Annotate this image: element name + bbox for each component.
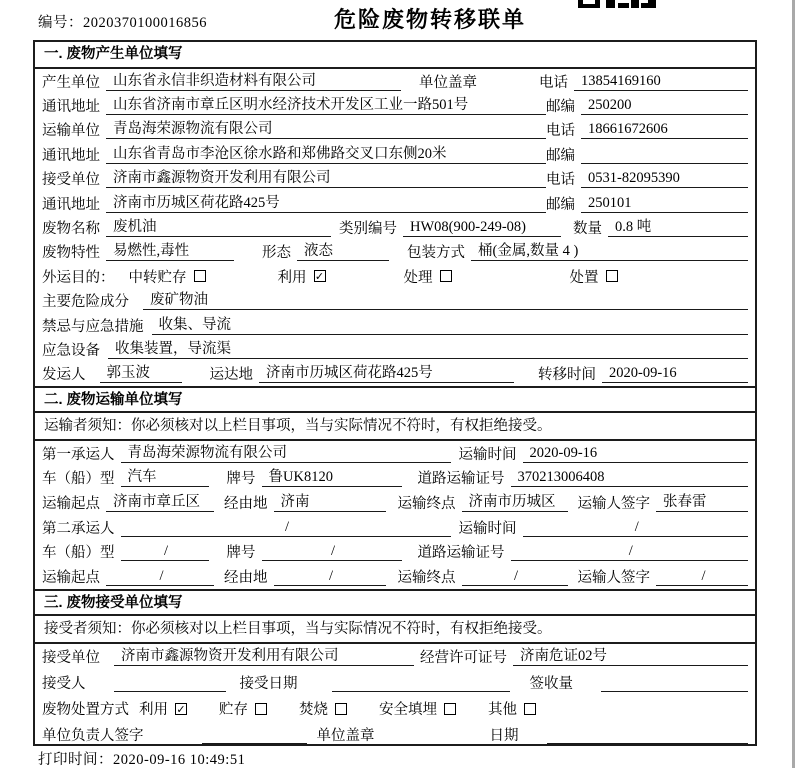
field-label: 牌号 — [226, 471, 256, 488]
form-row — [35, 337, 755, 361]
field-label: 道路运输证号 — [417, 471, 505, 488]
field-value: 250101 — [581, 194, 748, 213]
static-text: 单位盖章 — [419, 74, 477, 91]
field-value: 收集装置，导流渠 — [108, 340, 748, 359]
checkbox-item — [404, 266, 452, 287]
field-value: 250200 — [581, 96, 748, 115]
form-row — [35, 167, 755, 191]
checkbox-item — [299, 698, 347, 719]
form-row — [35, 696, 755, 722]
field-label: 电话 — [546, 123, 575, 140]
field-value — [332, 673, 510, 692]
print-time-value: 2020-09-16 10:49:51 — [113, 752, 246, 768]
form-row — [35, 191, 755, 215]
doc-number-value: 2020370100016856 — [83, 15, 207, 31]
section-header: 二. 废物运输单位填写 — [35, 386, 755, 413]
field-label: 单位负责人签字 — [42, 728, 144, 745]
form-section — [35, 386, 755, 589]
field-value: / — [462, 567, 568, 586]
field-value: / — [523, 518, 749, 537]
field-label: 废物特性 — [42, 245, 100, 262]
field-value: 2020-09-16 — [602, 364, 748, 383]
checkbox-item — [219, 698, 267, 719]
field-value: 2020-09-16 — [523, 444, 749, 463]
field-value: 废机油 — [106, 218, 331, 237]
field-label: 运输起点 — [42, 569, 100, 586]
field-label: 数量 — [573, 221, 602, 238]
field-value: 收集、导流 — [152, 316, 749, 335]
checkbox-label: 利用 — [277, 269, 307, 286]
field-label: 形态 — [262, 245, 291, 262]
form-row — [35, 69, 755, 93]
field-value: 山东省永信非织造材料有限公司 — [106, 72, 401, 91]
field-label: 经由地 — [224, 569, 268, 586]
unchecked-checkbox-icon — [524, 703, 536, 715]
field-value: 青岛海荣源物流有限公司 — [121, 444, 451, 463]
checked-checkbox-icon: ✓ — [314, 270, 325, 284]
field-label: 牌号 — [226, 545, 256, 562]
field-label: 经由地 — [224, 496, 268, 513]
checkbox-item — [570, 266, 618, 287]
field-label: 运输终点 — [397, 496, 456, 513]
field-label: 运输人签字 — [577, 569, 650, 586]
field-label: 通讯地址 — [42, 147, 100, 164]
print-time — [38, 748, 245, 768]
form-row — [35, 490, 755, 515]
unchecked-checkbox-icon — [606, 270, 618, 282]
unchecked-checkbox-icon — [440, 270, 452, 282]
form-section — [35, 589, 755, 746]
field-label: 应急设备 — [42, 342, 100, 359]
field-label: 运达地 — [209, 367, 253, 384]
checkbox-item — [488, 698, 536, 719]
form-row — [35, 564, 755, 589]
field-value: 0.8 吨 — [608, 218, 748, 237]
unchecked-checkbox-icon — [444, 703, 456, 715]
section-notice: 运输者须知：你必须核对以上栏目事项，当与实际情况不符时，有权拒绝接受。 — [35, 413, 755, 441]
form-row — [35, 466, 755, 491]
form-row — [35, 215, 755, 239]
field-value: HW08(900-249-08) — [403, 218, 561, 237]
page-title: 危险废物转移联单 — [333, 7, 526, 32]
field-value — [547, 725, 749, 744]
field-value: 青岛海荣源物流有限公司 — [106, 120, 546, 139]
field-label: 车（船）型 — [42, 471, 115, 488]
field-value: 易燃性,毒性 — [106, 242, 234, 261]
field-value — [581, 145, 748, 164]
field-label: 废物处置方式 — [42, 702, 129, 719]
field-value: / — [511, 542, 749, 561]
field-value: / — [121, 518, 451, 537]
unchecked-checkbox-icon — [335, 703, 347, 715]
field-value: 桶(金属,数量 4 ) — [471, 242, 748, 261]
field-label: 签收量 — [529, 676, 573, 693]
form-row — [35, 644, 755, 670]
section-header: 一. 废物产生单位填写 — [35, 42, 755, 69]
field-value: 液态 — [297, 242, 389, 261]
field-label: 运输时间 — [458, 520, 517, 537]
checkbox-label: 处理 — [403, 269, 433, 286]
field-label: 类别编号 — [339, 221, 397, 238]
checkbox-label: 处置 — [569, 269, 599, 286]
field-label: 邮编 — [546, 99, 575, 116]
form-row — [35, 441, 755, 466]
field-label: 转移时间 — [538, 367, 596, 384]
field-value: 济南市章丘区 — [106, 493, 214, 512]
field-value: 废矿物油 — [143, 291, 748, 310]
checkbox-label: 焚烧 — [299, 702, 328, 719]
field-value: 济南市历城区荷花路425号 — [106, 194, 546, 213]
field-value: 济南市鑫源物资开发利用有限公司 — [114, 647, 414, 666]
field-value — [202, 725, 307, 744]
unchecked-checkbox-icon — [255, 703, 267, 715]
form-row — [35, 539, 755, 564]
form-row — [35, 142, 755, 166]
static-text: 单位盖章 — [316, 728, 375, 745]
field-label: 邮编 — [546, 147, 575, 164]
field-value: 汽车 — [121, 468, 209, 487]
page-edge — [792, 0, 795, 768]
form-row — [35, 362, 755, 386]
checkbox-label: 安全填埋 — [379, 702, 437, 719]
field-value: 济南市鑫源物资开发利用有限公司 — [106, 169, 546, 188]
field-value: 0531-82095390 — [581, 169, 748, 188]
field-value: 张春雷 — [656, 493, 748, 512]
form-row — [35, 118, 755, 142]
field-value: 济南市历城区荷花路425号 — [259, 364, 514, 383]
checkbox-item — [129, 266, 206, 287]
checkbox-label: 贮存 — [219, 702, 248, 719]
field-value: / — [106, 567, 214, 586]
checkbox-label: 利用 — [139, 702, 168, 719]
field-label: 运输时间 — [458, 446, 517, 463]
field-label: 运输单位 — [42, 123, 100, 140]
form-row — [35, 722, 755, 746]
field-label: 经营许可证号 — [420, 650, 507, 667]
field-label: 接受人 — [42, 676, 86, 693]
field-label: 第二承运人 — [42, 520, 115, 537]
field-label: 邮编 — [546, 196, 575, 213]
field-value: 13854169160 — [574, 72, 748, 91]
field-label: 车（船）型 — [42, 545, 115, 562]
field-label: 电话 — [539, 74, 568, 91]
field-label: 通讯地址 — [42, 196, 100, 213]
field-value: 山东省济南市章丘区明水经济技术开发区工业一路501号 — [106, 96, 546, 115]
field-label: 包装方式 — [407, 245, 465, 262]
field-label: 道路运输证号 — [417, 545, 505, 562]
form-row — [35, 289, 755, 313]
section-notice: 接受者须知：你必须核对以上栏目事项，当与实际情况不符时，有权拒绝接受。 — [35, 616, 755, 644]
field-label: 日期 — [489, 728, 519, 745]
field-label: 接受单位 — [42, 172, 100, 189]
field-label: 运输终点 — [397, 569, 456, 586]
field-value — [114, 673, 226, 692]
form-row — [35, 515, 755, 540]
field-label: 发运人 — [42, 367, 86, 384]
print-time-label: 打印时间： — [38, 752, 113, 768]
form-box — [33, 40, 757, 746]
checkbox-item — [139, 698, 187, 719]
section-header: 三. 废物接受单位填写 — [35, 589, 755, 616]
checkbox-label: 中转贮存 — [128, 269, 187, 286]
form-row — [35, 240, 755, 264]
field-value: 鲁UK8120 — [262, 468, 402, 487]
field-value: / — [262, 542, 402, 561]
field-value: 370213006408 — [511, 468, 749, 487]
field-value: 济南 — [274, 493, 386, 512]
doc-number-label: 编号： — [38, 15, 83, 31]
checkbox-item — [379, 698, 456, 719]
field-label: 外运目的： — [42, 269, 115, 286]
field-value: 18661672606 — [581, 120, 748, 139]
field-label: 禁忌与应急措施 — [42, 318, 144, 335]
field-label: 主要危险成分 — [42, 294, 129, 311]
field-value — [601, 673, 748, 692]
field-value: 济南市历城区 — [462, 493, 568, 512]
field-label: 通讯地址 — [42, 99, 100, 116]
field-label: 运输人签字 — [577, 496, 650, 513]
checkbox-label: 其他 — [488, 702, 517, 719]
form-row — [35, 670, 755, 696]
field-label: 接受日期 — [239, 676, 298, 693]
field-label: 电话 — [546, 172, 575, 189]
unchecked-checkbox-icon — [194, 270, 206, 282]
field-value: / — [121, 542, 209, 561]
field-label: 第一承运人 — [42, 446, 115, 463]
field-value: 济南危证02号 — [513, 647, 748, 666]
checkbox-item — [278, 266, 326, 287]
field-label: 废物名称 — [42, 221, 100, 238]
field-value: 郭玉波 — [100, 364, 182, 383]
form-row — [35, 313, 755, 337]
checked-checkbox-icon: ✓ — [176, 702, 186, 716]
field-value: / — [274, 567, 386, 586]
form-section — [35, 42, 755, 386]
field-label: 产生单位 — [42, 74, 100, 91]
field-value: 山东省青岛市李沧区徐水路和郑佛路交叉口东侧20米 — [106, 145, 546, 164]
field-label: 运输起点 — [42, 496, 100, 513]
form-row — [35, 264, 755, 288]
field-value: / — [656, 567, 748, 586]
form-row — [35, 93, 755, 117]
field-label: 接受单位 — [42, 650, 100, 667]
